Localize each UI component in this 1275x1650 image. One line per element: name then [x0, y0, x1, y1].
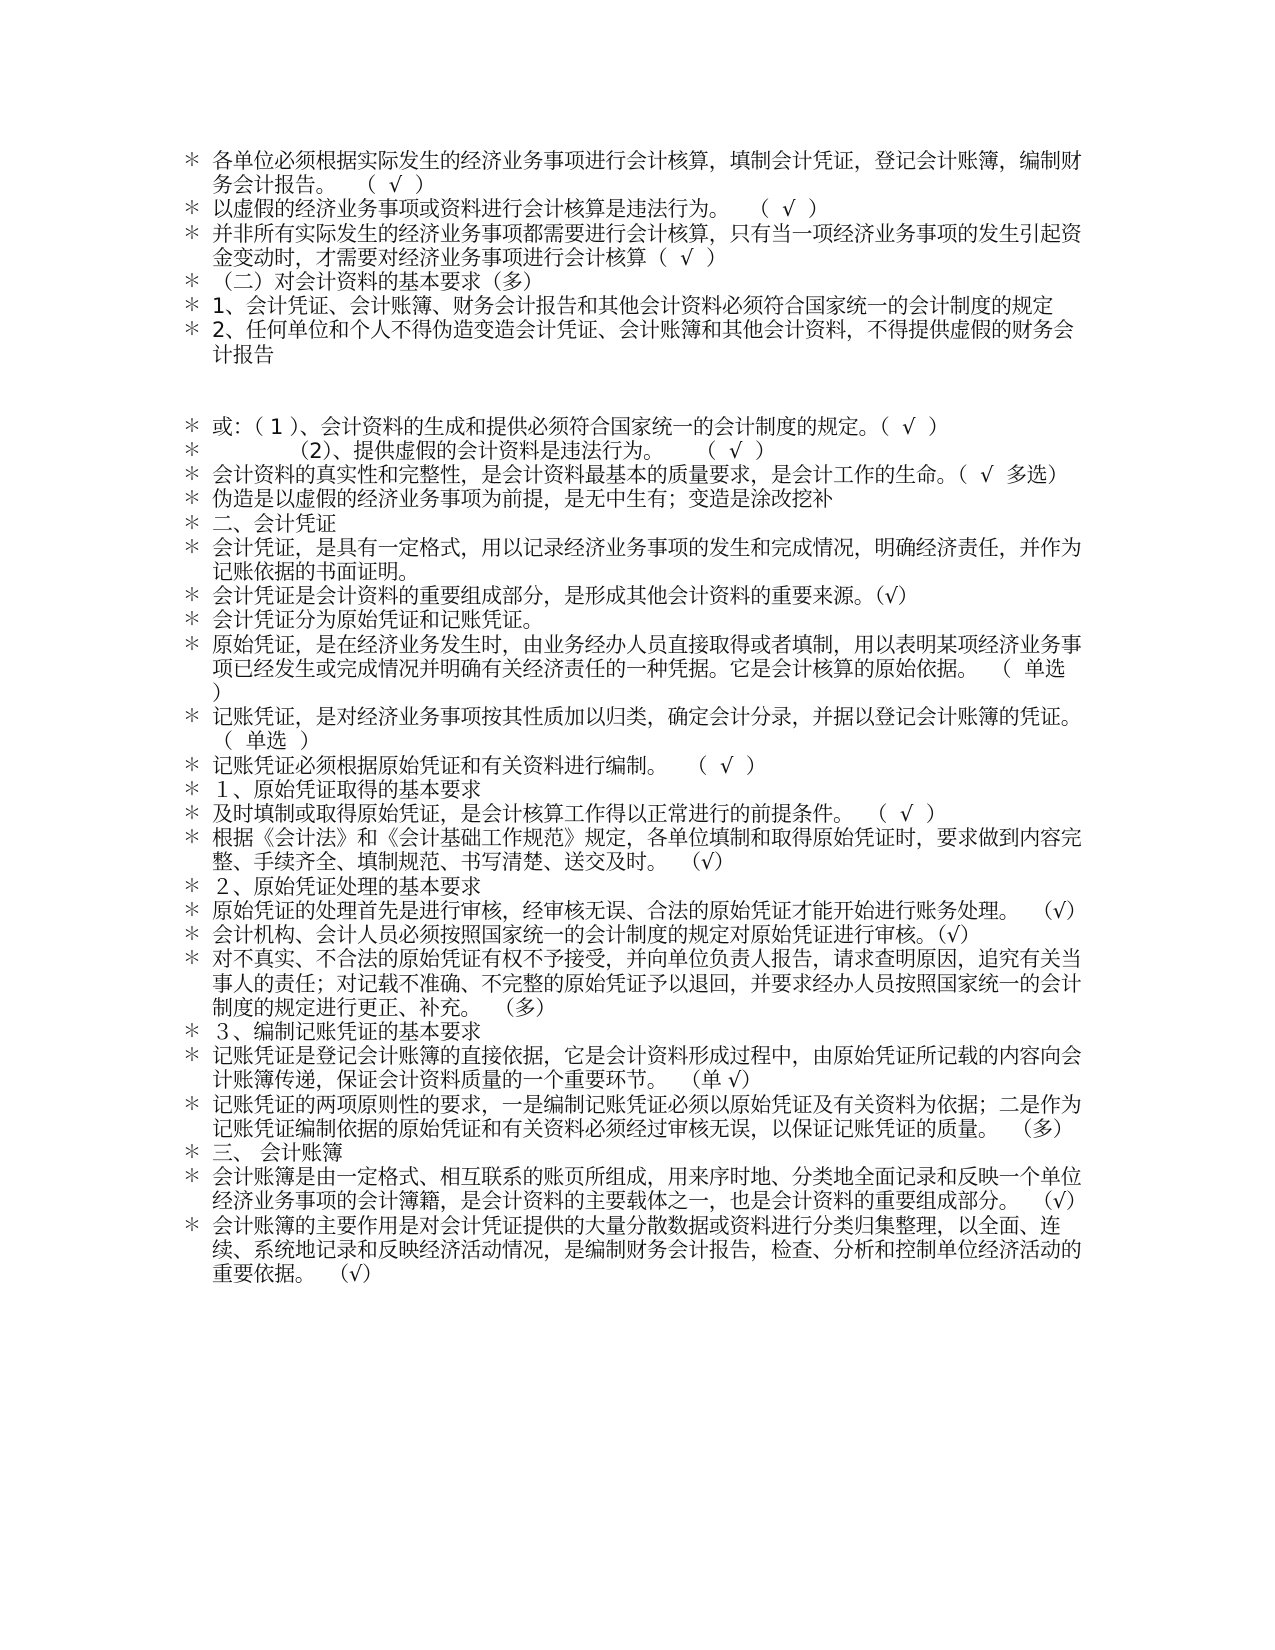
bullet-marker: ＊: [183, 198, 201, 220]
list-item-text: 三、 会计账簿: [212, 1140, 343, 1165]
bullet-marker: ＊: [183, 609, 201, 631]
list-item-text: １、原始凭证取得的基本要求: [212, 777, 482, 802]
bullet-marker: ＊: [183, 319, 201, 341]
list-item: [183, 875, 1083, 899]
bullet-marker: ＊: [183, 633, 201, 655]
list-item-text: 记账凭证的两项原则性的要求，一是编制记账凭证必须以原始凭证及有关资料为依据；二是作为记账凭证编制依据的原始凭证和有关资料必须经过审核无误，以保证记账凭证的质量。 （多）: [212, 1092, 1082, 1141]
bullet-marker: ＊: [183, 1020, 201, 1042]
list-item: [183, 536, 1083, 584]
list-item: [183, 149, 1083, 197]
list-item-text: 原始凭证的处理首先是进行审核，经审核无误、合法的原始凭证才能开始进行账务处理。 （√）: [212, 898, 1087, 923]
list-item-text: 伪造是以虚假的经济业务事项为前提，是无中生有；变造是涂改挖补: [212, 487, 833, 512]
list-item-text: 各单位必须根据实际发生的经济业务事项进行会计核算，填制会计凭证，登记会计账簿，编制财务会计报告。 （ √ ）: [212, 149, 1082, 198]
bullet-marker: ＊: [183, 1141, 201, 1163]
list-item-text: 根据《会计法》和《会计基础工作规范》规定，各单位填制和取得原始凭证时，要求做到内容完整、手续齐全、填制规范、书写清楚、送交及时。 （√）: [212, 826, 1082, 875]
list-item: [183, 923, 1083, 947]
bullet-marker: ＊: [183, 778, 201, 800]
list-item-text: 以虚假的经济业务事项或资料进行会计核算是违法行为。 （ √ ）: [212, 197, 829, 222]
list-item: [183, 778, 1083, 802]
bullet-marker: ＊: [183, 948, 201, 970]
list-item-text: 会计资料的真实性和完整性，是会计资料最基本的质量要求，是会计工作的生命。（ √ 多选）: [212, 463, 1069, 488]
bullet-marker: ＊: [183, 706, 201, 728]
bullet-marker: ＊: [183, 899, 201, 921]
list-item: [183, 197, 1083, 221]
list-item: [183, 1214, 1083, 1287]
list-item: [183, 608, 1083, 632]
list-item: [183, 318, 1083, 366]
bullet-marker: ＊: [183, 924, 201, 946]
bullet-marker: ＊: [183, 415, 201, 437]
bullet-marker: ＊: [183, 536, 201, 558]
list-item-text: （2）、提供虚假的会计资料是违法行为。 （ √ ）: [212, 439, 776, 464]
list-item: [183, 415, 1083, 439]
list-item-text: 记账凭证，是对经济业务事项按其性质加以归类，确定会计分录，并据以登记会计账簿的凭证。（ 单选 ）: [212, 705, 1082, 754]
bullet-marker: ＊: [183, 827, 201, 849]
paragraph-gap: [183, 367, 1083, 415]
list-item-text: 对不真实、不合法的原始凭证有权不予接受，并向单位负责人报告，请求查明原因，追究有关当事人的责任；对记载不准确、不完整的原始凭证予以退回，并要求经办人员按照国家统一的会计制度的规定进行更正、补充。 （多）: [212, 947, 1082, 1020]
list-item: [183, 1165, 1087, 1214]
bullet-marker: ＊: [183, 1166, 201, 1188]
bullet-marker: ＊: [183, 295, 201, 317]
bullet-marker: ＊: [183, 875, 201, 897]
list-item: [183, 754, 1083, 778]
list-item-text: 2、任何单位和个人不得伪造变造会计凭证、会计账簿和其他会计资料，不得提供虚假的财务会计报告: [212, 318, 1074, 367]
bullet-list-bottom: [183, 414, 1087, 1286]
bullet-marker: ＊: [183, 754, 201, 776]
list-item-text: 二、会计凭证: [212, 511, 337, 536]
list-item-text: 会计凭证是会计资料的重要组成部分，是形成其他会计资料的重要来源。（√）: [212, 584, 919, 609]
list-item: [183, 1020, 1083, 1044]
list-item: [183, 1141, 1083, 1165]
bullet-marker: ＊: [183, 803, 201, 825]
list-item-text: 会计机构、会计人员必须按照国家统一的会计制度的规定对原始凭证进行审核。（√）: [212, 923, 981, 948]
bullet-marker: ＊: [183, 512, 201, 534]
list-item: [183, 826, 1083, 874]
list-item: [183, 633, 1083, 706]
list-item-text: 原始凭证，是在经济业务发生时，由业务经办人员直接取得或者填制，用以表明某项经济业务事项已经发生或完成情况并明确有关经济责任的一种凭据。它是会计核算的原始依据。 （ 单选 ）: [212, 632, 1082, 706]
list-item-text: 1、会计凭证、会计账簿、财务会计报告和其他会计资料必须符合国家统一的会计制度的规定: [212, 294, 1054, 319]
bullet-marker: ＊: [183, 1214, 201, 1236]
list-item-text: ３、编制记账凭证的基本要求: [212, 1019, 482, 1044]
list-item: [183, 1093, 1083, 1141]
list-item: [183, 487, 1083, 511]
list-item: [183, 270, 1083, 294]
bullet-marker: ＊: [183, 271, 201, 293]
bullet-marker: ＊: [183, 222, 201, 244]
list-item-text: 及时填制或取得原始凭证，是会计核算工作得以正常进行的前提条件。 （ √ ）: [212, 802, 947, 827]
bullet-marker: ＊: [183, 1093, 201, 1115]
list-item-text: 会计账簿的主要作用是对会计凭证提供的大量分散数据或资料进行分类归集整理，以全面、连续、系统地记录和反映经济活动情况，是编制财务会计报告，检查、分析和控制单位经济活动的重要依据。 （√）: [212, 1213, 1082, 1286]
list-item: [183, 222, 1083, 270]
list-item-text: 会计凭证分为原始凭证和记账凭证。: [212, 608, 544, 633]
list-item: [183, 947, 1083, 1020]
bullet-marker: ＊: [183, 150, 201, 171]
bullet-marker: ＊: [183, 488, 201, 510]
bullet-marker: ＊: [183, 440, 201, 462]
list-item: [183, 512, 1083, 536]
list-item: [183, 439, 1083, 463]
list-item-text: （二）对会计资料的基本要求（多）: [212, 270, 544, 295]
list-item: [183, 584, 1083, 608]
bullet-marker: ＊: [183, 464, 201, 486]
list-item: [183, 802, 1083, 826]
list-item: [183, 898, 1087, 923]
list-item-text: 会计凭证，是具有一定格式，用以记录经济业务事项的发生和完成情况，明确经济责任，并作为记账依据的书面证明。: [212, 535, 1082, 585]
list-item-text: 并非所有实际发生的经济业务事项都需要进行会计核算，只有当一项经济业务事项的发生引起资金变动时，才需要对经济业务事项进行会计核算（ √ ）: [212, 221, 1082, 270]
list-item-text: 或：（ 1 ）、会计资料的生成和提供必须符合国家统一的会计制度的规定。（ √ ）: [212, 414, 949, 439]
list-item: [183, 463, 1083, 487]
list-item-text: ２、原始凭证处理的基本要求: [212, 874, 482, 899]
document-body: [183, 149, 1087, 1286]
list-item-text: 记账凭证必须根据原始凭证和有关资料进行编制。 （ √ ）: [212, 753, 767, 778]
list-item: [183, 705, 1083, 753]
bullet-list-top: [183, 149, 1083, 367]
bullet-marker: ＊: [183, 585, 201, 607]
list-item: [183, 294, 1083, 318]
list-item: [183, 1044, 1083, 1092]
list-item-text: 记账凭证是登记会计账簿的直接依据，它是会计资料形成过程中，由原始凭证所记载的内容向会计账簿传递，保证会计资料质量的一个重要环节。 （单 √）: [212, 1044, 1082, 1093]
list-item-text: 会计账簿是由一定格式、相互联系的账页所组成，用来序时地、分类地全面记录和反映一个单位经济业务事项的会计簿籍，是会计资料的主要载体之一，也是会计资料的重要组成部分。 （√）: [212, 1165, 1087, 1214]
bullet-marker: ＊: [183, 1045, 201, 1067]
